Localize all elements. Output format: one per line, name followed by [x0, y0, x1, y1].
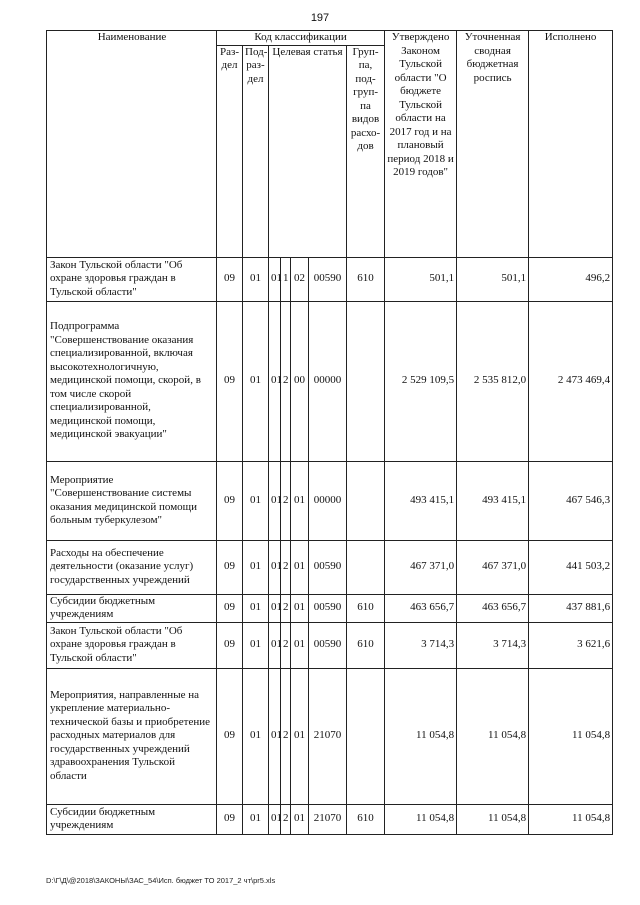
row-refined: 463 656,7 — [457, 594, 529, 622]
file-path-footer: D:\Г\Д\@2018\ЗАКОНЫ\ЗАС_54\Исп. бюджет ТО 2017_2 чт\pr5.xls — [46, 876, 276, 885]
row-approved: 3 714,3 — [385, 622, 457, 668]
row-subprogram-code: 2 — [281, 461, 291, 540]
row-podrazdel: 01 — [243, 461, 269, 540]
table-row — [47, 540, 613, 594]
row-program-code: 01 — [269, 540, 281, 594]
row-event-code: 00 — [291, 301, 309, 461]
table-row — [47, 622, 613, 668]
row-executed: 441 503,2 — [529, 540, 613, 594]
row-subprogram-code: 2 — [281, 804, 291, 834]
table-row — [47, 257, 613, 301]
row-expense-type: 610 — [347, 257, 385, 301]
row-event-code: 01 — [291, 594, 309, 622]
row-subprogram-code: 2 — [281, 594, 291, 622]
header-target: Целевая статья — [269, 45, 347, 257]
table-row — [47, 668, 613, 804]
row-razdel: 09 — [217, 540, 243, 594]
row-expense-type — [347, 540, 385, 594]
row-razdel: 09 — [217, 461, 243, 540]
row-executed: 11 054,8 — [529, 804, 613, 834]
row-razdel: 09 — [217, 804, 243, 834]
row-name: Субсидии бюджетным учреждениям — [47, 804, 217, 834]
header-podrazdel: Под-раз-дел — [243, 45, 269, 257]
header-name: Наименование — [47, 31, 217, 258]
row-podrazdel: 01 — [243, 804, 269, 834]
row-approved: 501,1 — [385, 257, 457, 301]
row-expense-type — [347, 668, 385, 804]
row-refined: 11 054,8 — [457, 668, 529, 804]
row-program-code: 01 — [269, 257, 281, 301]
row-direction-code: 00590 — [309, 540, 347, 594]
row-approved: 11 054,8 — [385, 668, 457, 804]
row-razdel: 09 — [217, 668, 243, 804]
row-name: Закон Тульской области "Об охране здоровья граждан в Тульской области" — [47, 257, 217, 301]
header-class-code: Код классификации — [217, 31, 385, 46]
row-approved: 463 656,7 — [385, 594, 457, 622]
row-expense-type — [347, 301, 385, 461]
row-executed: 467 546,3 — [529, 461, 613, 540]
row-refined: 501,1 — [457, 257, 529, 301]
row-razdel: 09 — [217, 622, 243, 668]
row-subprogram-code: 1 — [281, 257, 291, 301]
row-direction-code: 00590 — [309, 257, 347, 301]
row-subprogram-code: 2 — [281, 622, 291, 668]
table-row — [47, 301, 613, 461]
row-podrazdel: 01 — [243, 257, 269, 301]
row-podrazdel: 01 — [243, 301, 269, 461]
row-program-code: 01 — [269, 668, 281, 804]
row-direction-code: 00590 — [309, 622, 347, 668]
row-direction-code: 00000 — [309, 301, 347, 461]
row-podrazdel: 01 — [243, 540, 269, 594]
table-row — [47, 594, 613, 622]
row-event-code: 02 — [291, 257, 309, 301]
row-razdel: 09 — [217, 257, 243, 301]
row-event-code: 01 — [291, 461, 309, 540]
row-expense-type — [347, 461, 385, 540]
row-subprogram-code: 2 — [281, 668, 291, 804]
row-program-code: 01 — [269, 461, 281, 540]
page-number: 197 — [310, 12, 330, 24]
budget-table — [46, 30, 613, 835]
row-name: Мероприятия, направленные на укрепление материально-технической базы и приобретение расходных материалов для государственных учреждений здравоохранения Тульской области — [47, 668, 217, 804]
row-event-code: 01 — [291, 804, 309, 834]
row-program-code: 01 — [269, 622, 281, 668]
header-razdel: Раз-дел — [217, 45, 243, 257]
row-name: Расходы на обеспечение деятельности (оказание услуг) государственных учреждений — [47, 540, 217, 594]
row-approved: 11 054,8 — [385, 804, 457, 834]
header-refined: Уточненная сводная бюджетная роспись — [457, 31, 529, 258]
row-refined: 493 415,1 — [457, 461, 529, 540]
row-program-code: 01 — [269, 804, 281, 834]
row-refined: 3 714,3 — [457, 622, 529, 668]
row-podrazdel: 01 — [243, 668, 269, 804]
table-row — [47, 804, 613, 834]
row-expense-type: 610 — [347, 804, 385, 834]
row-executed: 496,2 — [529, 257, 613, 301]
header-group: Груп-па, под-груп-па видов расхо-дов — [347, 45, 385, 257]
row-razdel: 09 — [217, 594, 243, 622]
row-subprogram-code: 2 — [281, 540, 291, 594]
row-executed: 11 054,8 — [529, 668, 613, 804]
row-executed: 437 881,6 — [529, 594, 613, 622]
row-program-code: 01 — [269, 301, 281, 461]
row-razdel: 09 — [217, 301, 243, 461]
row-podrazdel: 01 — [243, 594, 269, 622]
row-program-code: 01 — [269, 594, 281, 622]
row-name: Закон Тульской области "Об охране здоровья граждан в Тульской области" — [47, 622, 217, 668]
row-name: Подпрограмма "Совершенствование оказания специализированной, включая высокотехнологичную, медицинской помощи, скорой, в том числе скорой специализированной, медицинской помощи, медицинской эвакуации" — [47, 301, 217, 461]
row-direction-code: 21070 — [309, 668, 347, 804]
row-event-code: 01 — [291, 668, 309, 804]
row-event-code: 01 — [291, 540, 309, 594]
row-event-code: 01 — [291, 622, 309, 668]
row-executed: 2 473 469,4 — [529, 301, 613, 461]
row-expense-type: 610 — [347, 622, 385, 668]
row-name: Мероприятие "Совершенствование системы оказания медицинской помощи больным туберкулезом" — [47, 461, 217, 540]
row-refined: 467 371,0 — [457, 540, 529, 594]
table-row — [47, 461, 613, 540]
row-executed: 3 621,6 — [529, 622, 613, 668]
row-direction-code: 00590 — [309, 594, 347, 622]
row-podrazdel: 01 — [243, 622, 269, 668]
row-refined: 2 535 812,0 — [457, 301, 529, 461]
row-direction-code: 21070 — [309, 804, 347, 834]
row-subprogram-code: 2 — [281, 301, 291, 461]
header-executed: Исполнено — [529, 31, 613, 258]
row-approved: 2 529 109,5 — [385, 301, 457, 461]
row-expense-type: 610 — [347, 594, 385, 622]
row-approved: 493 415,1 — [385, 461, 457, 540]
row-name: Субсидии бюджетным учреждениям — [47, 594, 217, 622]
header-approved: Утверждено Законом Тульской области "О бюджете Тульской области на 2017 год и на плановый период 2018 и 2019 годов" — [385, 31, 457, 258]
row-refined: 11 054,8 — [457, 804, 529, 834]
row-approved: 467 371,0 — [385, 540, 457, 594]
row-direction-code: 00000 — [309, 461, 347, 540]
